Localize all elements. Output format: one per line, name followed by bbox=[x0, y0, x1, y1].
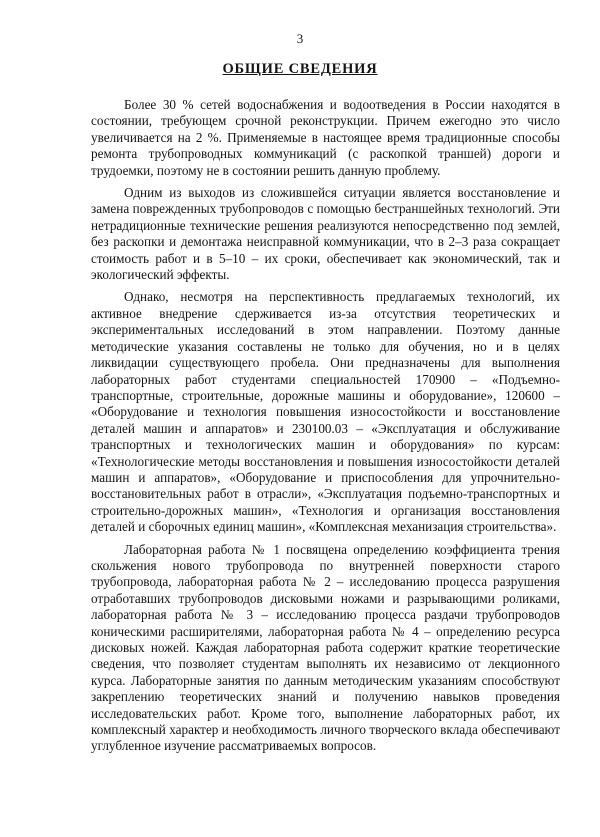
paragraph: Лабораторная работа № 1 посвящена определению коэффициента трения скольжения нового трубопровода по внутренней поверхности старого трубопровода, лабораторная работа № 2 – исследованию процесса разрушения отработавших трубопроводов дисковыми ножами и разрывающими роликами, лабораторная работа № 3 – исследованию процесса раздачи трубопроводов коническими расширителями, лабораторная работа № 4 – определению ресурса дисковых ножей. Каждая лабораторная работа содержит краткие теоретические сведения, что позволяет студентам выполнять их независимо от лекционного курса. Лабораторные занятия по данным методическим указаниям способствуют закреплению теоретических знаний и получению навыков проведения исследовательских работ. Кроме того, выполнение лабораторных работ, их комплексный характер и необходимость личного творческого вклада обеспечивают углубленное изучение рассматриваемых вопросов. bbox=[91, 541, 560, 754]
paragraph: Более 30 % сетей водоснабжения и водоотведения в России находятся в состоянии, требующем срочной реконструкции. Причем ежегодно это число увеличивается на 2 %. Применяемые в настоящее время традиционные способы ремонта трубопроводных коммуникаций (с раскопкой траншей) дороги и трудоемки, поэтому не в состоянии решить данную проблему. bbox=[91, 97, 560, 178]
page-number: 3 bbox=[296, 31, 304, 46]
section-heading: ОБЩИЕ СВЕДЕНИЯ bbox=[222, 61, 378, 77]
body-text bbox=[91, 97, 560, 761]
paragraph: Одним из выходов из сложившейся ситуации является восстановление и замена поврежденных трубопроводов с помощью бестраншейных технологий. Эти нетрадиционные технические решения реализуются непосредственно под землей, без раскопки и демонтажа неисправной коммуникации, что в 2–3 раза сокращает стоимость работ и в 5–10 – их сроки, обеспечивает как экономический, так и экологический эффекты. bbox=[91, 185, 560, 283]
paragraph: Однако, несмотря на перспективность предлагаемых технологий, их активное внедрение сдерживается из-за отсутствия теоретических и экспериментальных исследований в этом направлении. Поэтому данные методические указания составлены не только для обучения, но и в целях ликвидации существующего пробела. Они предназначены для выполнения лабораторных работ студентами специальностей 170900 – «Подъемно-транспортные, строительные, дорожные машины и оборудование», 120600 – «Оборудование и технология повышения износостойкости и восстановление деталей машин и аппаратов» и 230100.03 – «Эксплуатация и обслуживание транспортных и технологических машин и оборудования» по курсам: «Технологические методы восстановления и повышения износостойкости деталей машин и аппаратов», «Оборудование и приспособления для упрочнительно-восстановительных работ в отрасли», «Эксплуатация подъемно-транспортных и строительно-дорожных машин», «Технология и организация восстановления деталей и сборочных единиц машин», «Комплексная механизация строительства». bbox=[91, 289, 560, 535]
